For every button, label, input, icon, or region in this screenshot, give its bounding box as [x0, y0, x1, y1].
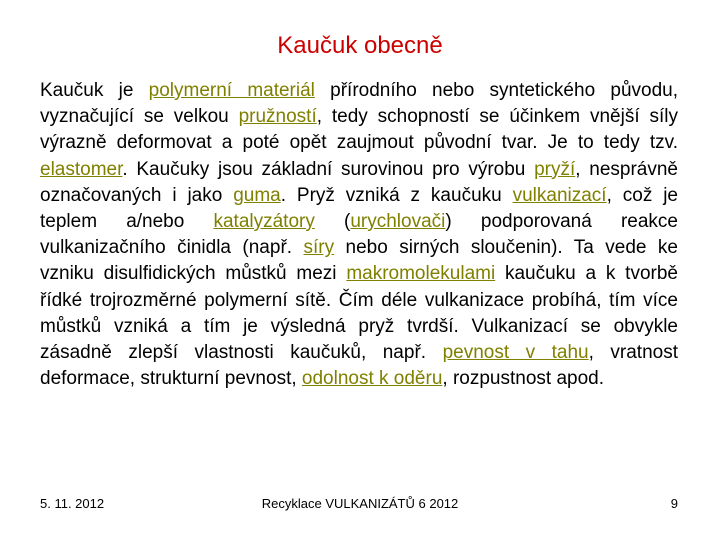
hyperlink-elastomer[interactable]: elastomer	[40, 158, 123, 180]
hyperlink-pružností[interactable]: pružností	[238, 106, 317, 128]
paragraph-text-segment: , nesprávně označovaných i jako	[40, 158, 678, 206]
footer-page-number: 9	[670, 496, 678, 511]
paragraph-text-segment: Kaučuk je	[40, 80, 149, 101]
hyperlink-pevnost-v-tahu[interactable]: pevnost v tahu	[442, 342, 589, 364]
paragraph-text-segment: kaučuku a k tvorbě řídké trojrozměrné polymerní sítě. Čím déle vulkanizace probíhá, tím více můstků vzniká a tím je výsledná pryž tvrdší. Vulkanizací se obvykle zásadně zlepší vlastnosti kaučuků, např.	[40, 263, 678, 364]
hyperlink-urychlovači[interactable]: urychlovači	[350, 211, 446, 233]
hyperlink-polymerní-materiál[interactable]: polymerní materiál	[148, 80, 315, 101]
paragraph-text-segment: , což je teplem a/nebo	[40, 184, 679, 233]
paragraph-text-segment: . Kaučuky jsou základní surovinou pro výrobu	[122, 158, 535, 180]
hyperlink-pryží[interactable]: pryží	[534, 158, 576, 180]
hyperlink-makromolekulami[interactable]: makromolekulami	[346, 263, 496, 285]
hyperlink-guma[interactable]: guma	[233, 184, 281, 206]
paragraph-text-segment: . Pryž vzniká z kaučuku	[280, 184, 513, 206]
body-paragraph	[40, 78, 678, 392]
paragraph-text-segment: , rozpustnost apod.	[442, 368, 605, 390]
hyperlink-katalyzátory[interactable]: katalyzátory	[213, 211, 315, 233]
slide-title: Kaučuk obecně	[277, 32, 443, 59]
paragraph-text-segment: nebo sirných sloučenin). Ta vede ke vzniku disulfidických můstků mezi	[40, 237, 678, 285]
footer-presentation-title: Recyklace VULKANIZÁTŮ 6 2012	[261, 496, 459, 511]
paragraph-text-segment: ) podporovaná reakce vulkanizačního činidla (např.	[40, 211, 679, 259]
footer-date: 5. 11. 2012	[40, 496, 105, 511]
paragraph-text-segment: , vratnost deformace, strukturní pevnost,	[40, 342, 678, 390]
hyperlink-síry[interactable]: síry	[303, 237, 335, 259]
hyperlink-vulkanizací[interactable]: vulkanizací	[512, 184, 607, 206]
hyperlink-odolnost-k-oděru[interactable]: odolnost k oděru	[301, 368, 443, 390]
paragraph-text-segment: (	[314, 211, 351, 233]
paragraph-text-segment: , tedy schopností se účinkem vnější síly výrazně deformovat a poté opět zaujmout původní tvar. Je to tedy tzv.	[40, 106, 678, 154]
paragraph-text-segment: přírodního nebo syntetického původu, vyznačující se velkou	[40, 80, 678, 128]
